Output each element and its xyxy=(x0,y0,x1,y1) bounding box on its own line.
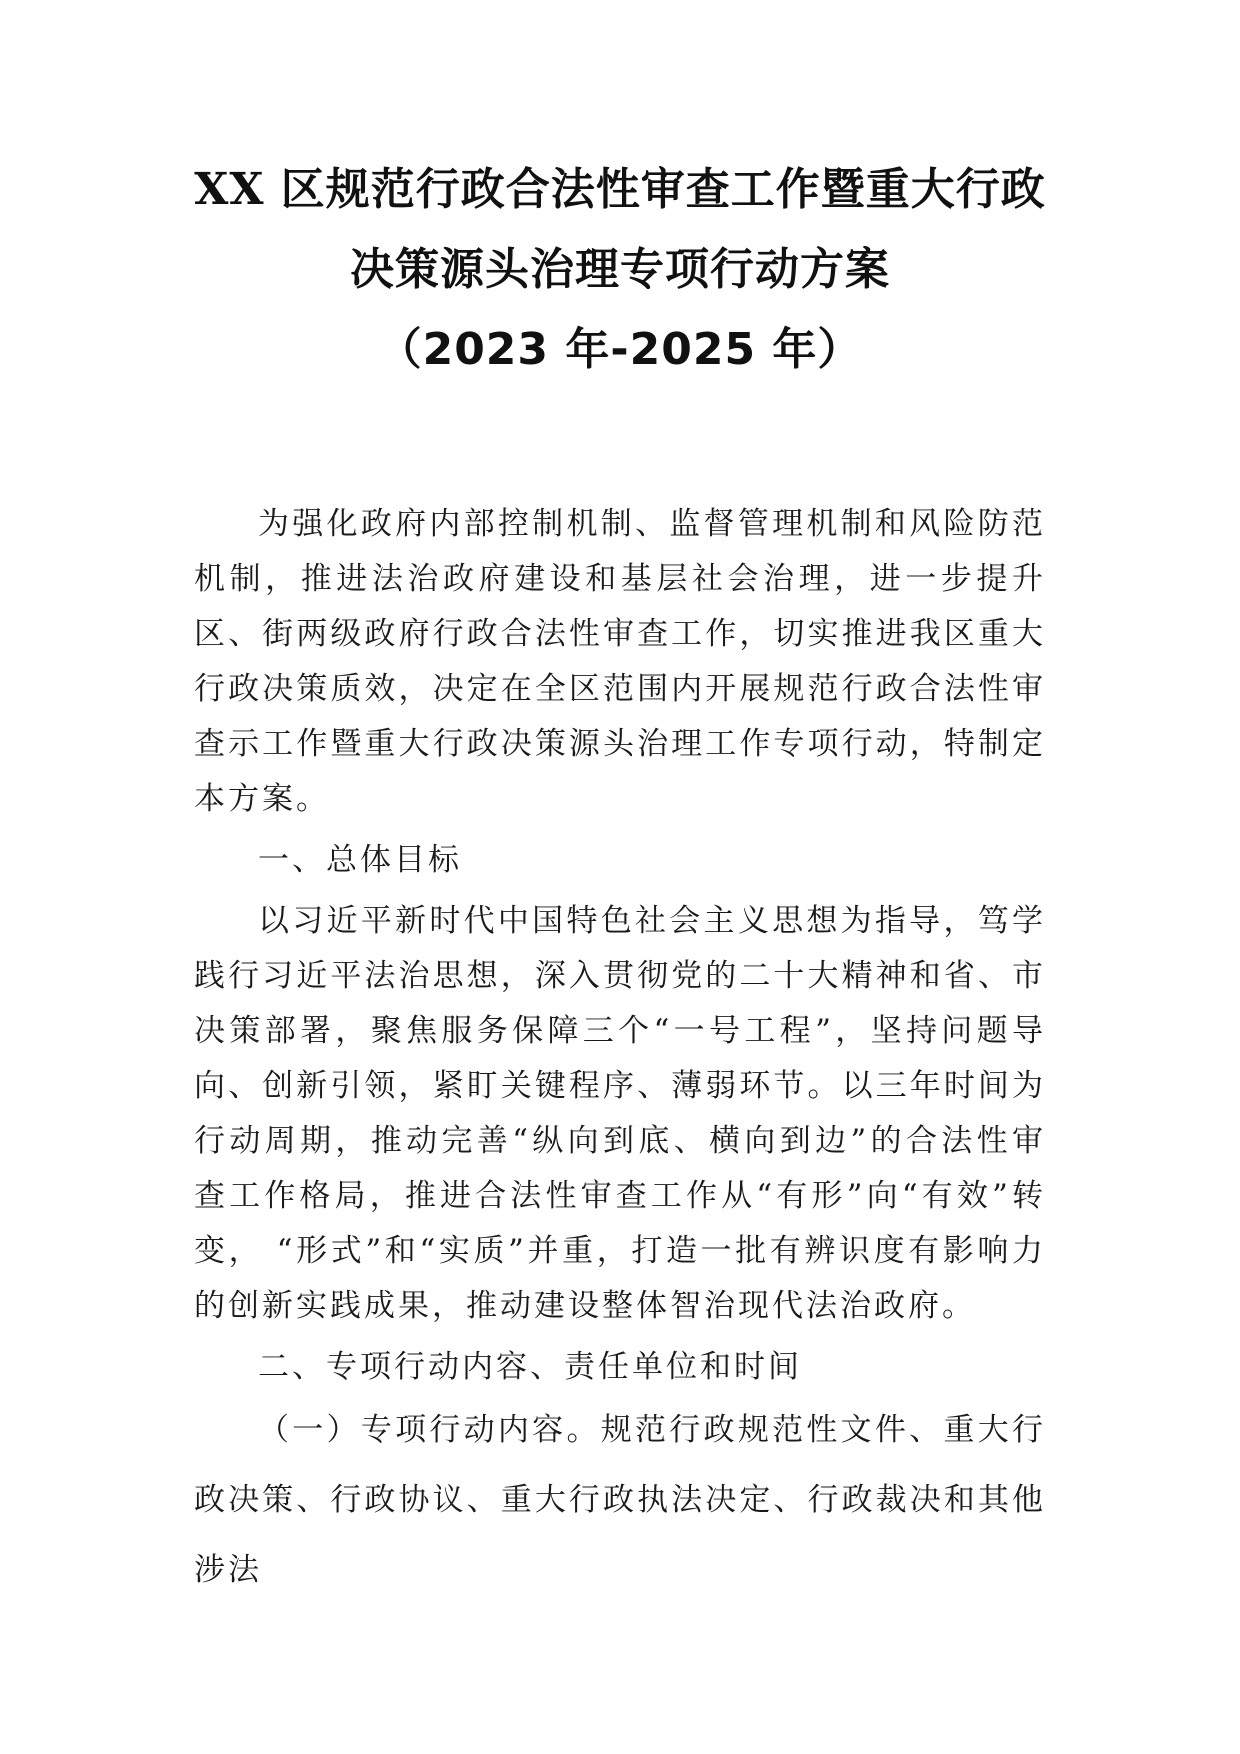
title-line-2: 决策源头治理专项行动方案 xyxy=(350,244,890,295)
document-title xyxy=(150,150,1090,390)
section-2-heading: 二、专项行动内容、责任单位和时间 xyxy=(258,1349,802,1385)
section-1-paragraph: 以习近平新时代中国特色社会主义思想为指导，笃学践行习近平法治思想，深入贯彻党的二十大精神和省、市决策部署，聚焦服务保障三个“一号工程”，坚持问题导向、创新引领，紧盯关键程序、薄弱环节。以三年时间为行动周期，推动完善“纵向到底、横向到边”的合法性审查工作格局，推进合法性审查工作从“有形”向“有效”转变， “形式”和“实质”并重，打造一批有辨识度有影响力的创新实践成果，推动建设整体智治现代法治政府。 xyxy=(194,903,1046,1324)
section-2-subparagraph: （一）专项行动内容。规范行政规范性文件、重大行政决策、行政协议、重大行政执法决定、行政裁决和其他涉法 xyxy=(194,1412,1046,1588)
intro-paragraph: 为强化政府内部控制机制、监督管理机制和风险防范机制，推进法治政府建设和基层社会治理，进一步提升区、街两级政府行政合法性审查工作，切实推进我区重大行政决策质效，决定在全区范围内开展规范行政合法性审查示工作暨重大行政决策源头治理工作专项行动，特制定本方案。 xyxy=(194,506,1046,817)
title-line-3: （2023 年-2025 年） xyxy=(377,324,863,375)
document-body xyxy=(194,497,1046,1605)
title-line-1: XX 区规范行政合法性审查工作暨重大行政 xyxy=(194,164,1046,215)
section-1-heading: 一、总体目标 xyxy=(258,842,462,878)
